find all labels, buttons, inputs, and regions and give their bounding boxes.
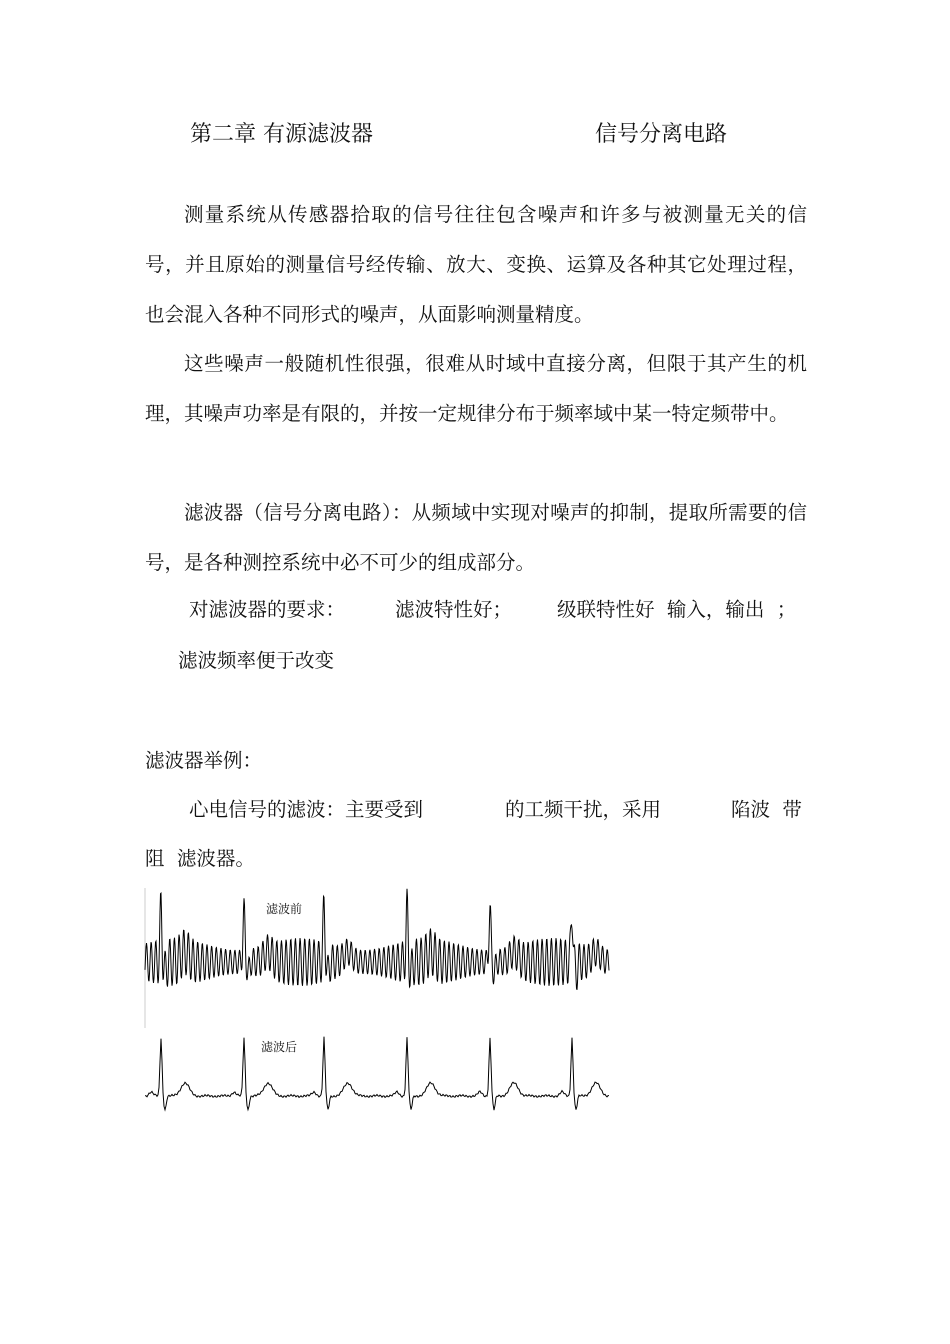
filter-requirements [145, 585, 807, 635]
requirement-filter-characteristic: 滤波特性好； [395, 598, 513, 621]
label-before-filter: 滤波前 [266, 902, 303, 916]
requirements-lead: 对滤波器的要求： [189, 598, 346, 621]
ecg-example-part-b: 的工频干扰，采用 [505, 798, 662, 821]
chapter-title-left: 第二章 有源滤波器 [190, 122, 373, 147]
ecg-waveform-after [145, 1037, 609, 1111]
chapter-title-right: 信号分离电路 [595, 122, 728, 147]
ecg-waveform-before [145, 889, 609, 990]
paragraph-filter-definition: 滤波器（信号分离电路）：从频域中实现对噪声的抑制，提取所需要的信号，是各种测控系统中必不可少的组成部分。 [145, 501, 807, 574]
chapter-title [190, 118, 805, 152]
label-after-filter: 滤波后 [261, 1040, 298, 1054]
ecg-example-part-a: 心电信号的滤波：主要受到 [189, 798, 424, 821]
paragraph-intro: 测量系统从传感器拾取的信号往往包含噪声和许多与被测量无关的信号，并且原始的测量信号经传输、放大、变换、运算及各种其它处理过程，也会混入各种不同形式的噪声，从面影响测量精度。 [145, 203, 807, 326]
ecg-figure [143, 886, 611, 1118]
ecg-example-line-1 [145, 785, 807, 835]
ecg-example-part-c: 陷波 带 [731, 798, 802, 821]
requirement-cascade-characteristic: 级联特性好 输入，输出 ； [557, 598, 797, 621]
paragraph-noise: 这些噪声一般随机性很强，很难从时域中直接分离，但限于其产生的机理，其噪声功率是有限的，并按一定规律分布于频率域中某一特定频带中。 [145, 352, 807, 425]
example-heading: 滤波器举例： [145, 749, 263, 772]
requirement-frequency-adjustable: 滤波频率便于改变 [178, 649, 335, 672]
ecg-waveform-image [143, 886, 611, 1118]
ecg-example-line-2: 阻 滤波器。 [145, 847, 255, 870]
